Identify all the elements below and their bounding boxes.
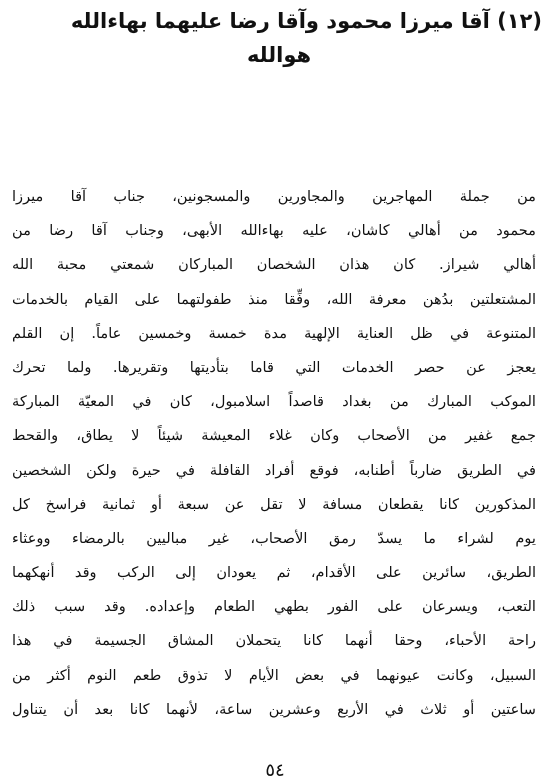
text-line: السبيل، وكانت عيونهما في بعض الأيام لا تذوق طعم النوم أكثر من <box>12 666 536 684</box>
text-line: يعجز عن حصر الخدمات التي قاما بتأديتها وتقريرها. ولما تحرك <box>12 358 536 376</box>
text-line: المذكورين كانا يقطعان مسافة لا تقل عن سبعة أو ثمانية فراسخ كل <box>12 495 536 513</box>
text-line: في الطريق ضارباً أطنابه، فوقع أفراد القافلة في حيرة ولكن الشخصين <box>12 461 536 479</box>
chapter-heading <box>6 4 542 72</box>
text-line: الطريق، سائرين على الأقدام، ثم يعودان إلى الركب وقد أنهكهما <box>12 564 536 582</box>
text-line: محمود من أهالي كاشان، عليه بهاءالله الأبهى، وجناب آقا رضا من <box>12 222 536 240</box>
text-line: المتنوعة في ظل العناية الإلهية مدة خمسة وخمسين عاماً. إن القلم <box>12 324 536 342</box>
text-line: جمع غفير من الأصحاب وكان غلاء المعيشة شيئاً لا يطاق، والقحط <box>12 427 536 445</box>
text-line: ساعتين أو ثلاث في الأربع وعشرين ساعة، لأنهما كانا بعد أن يتناول <box>12 700 536 718</box>
text-line: أهالي شيراز. كان هذان الشخصان المباركان شمعتي محبة الله <box>12 256 536 274</box>
text-line: من جملة المهاجرين والمجاورين والمسجونين، جناب آقا ميرزا <box>12 188 536 205</box>
page-number: ٥٤ <box>265 760 285 781</box>
body-text <box>12 180 536 727</box>
text-line: المشتعلتين بدُهن معرفة الله، وفِّقا منذ طفولتهما على القيام بالخدمات <box>12 290 536 308</box>
text-line: يوم لشراء ما يسدّ رمق الأصحاب، غير مباليين بالرمضاء ووعثاء <box>12 529 536 547</box>
text-line: الموكب المبارك من بغداد قاصداً اسلامبول، كان في المعيّة المباركة <box>12 393 536 411</box>
chapter-heading-line-2: هوالله <box>246 43 312 67</box>
text-line: راحة الأحباء، وحقا أنهما كانا يتحملان المشاق الجسيمة في هذا <box>12 632 536 650</box>
chapter-heading-line-1: (١٢) آقا ميرزا محمود وآقا رضا عليهما بهاءالله <box>70 9 542 33</box>
text-line: التعب، ويسرعان على الفور بطهي الطعام وإعداده. وقد سبب ذلك <box>12 598 536 616</box>
